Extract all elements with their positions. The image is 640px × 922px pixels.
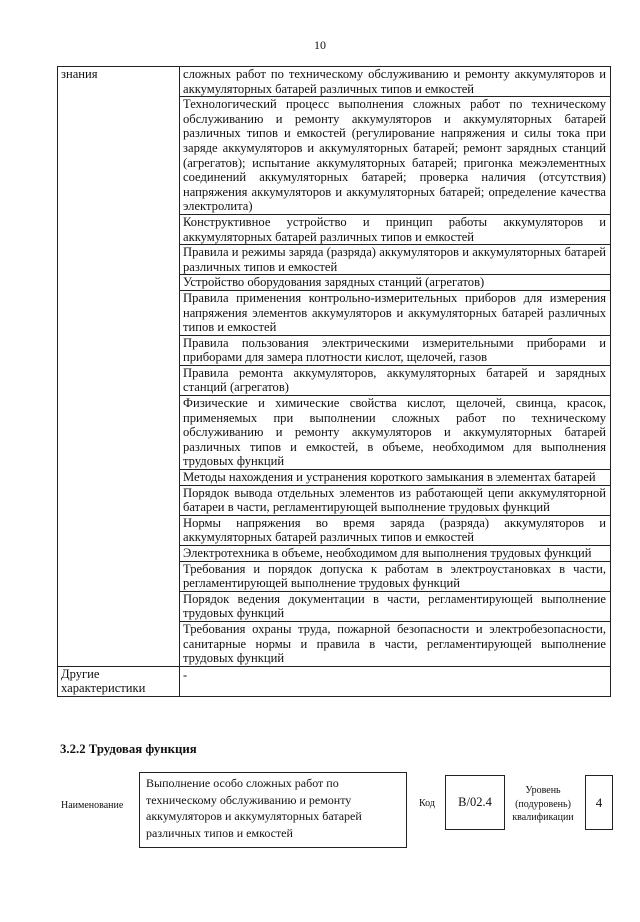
knowledge-item: Нормы напряжения во время заряда (разряда) аккумуляторов и аккумуляторных батарей различных типов и емкостей [180,515,611,545]
knowledge-item: сложных работ по техническому обслуживанию и ремонту аккумуляторов и аккумуляторных батарей различных типов и емкостей [180,67,611,97]
knowledge-table-body [58,67,611,697]
other-characteristics-label: Другие характеристики [58,666,180,696]
page-number: 10 [314,38,326,52]
knowledge-label: знания [58,67,180,667]
knowledge-table [57,66,611,697]
qualification-level-label: Уровень (подуровень) квалификации [512,785,574,823]
knowledge-item: Правила и режимы заряда (разряда) аккумуляторов и аккумуляторных батарей различных типов и емкостей [180,245,611,275]
knowledge-item: Требования охраны труда, пожарной безопасности и электробезопасности, санитарные нормы и правила в части, регламентирующей выполнение трудовых функций [180,621,611,666]
other-characteristics-value: - [180,666,611,696]
function-name-value: Выполнение особо сложных работ по техническому обслуживанию и ремонту аккумуляторов и аккумуляторных батарей различных типов и емкостей [139,772,407,848]
knowledge-item: Правила применения контрольно-измерительных приборов для измерения напряжения элементов аккумуляторов и аккумуляторных батарей различных типов и емкостей [180,290,611,335]
knowledge-item: Правила пользования электрическими измерительными приборами и приборами для замера плотности кислот, щелочей, газов [180,335,611,365]
knowledge-item: Порядок вывода отдельных элементов из работающей цепи аккумуляторной батареи в части, регламентирующей выполнение трудовых функций [180,485,611,515]
knowledge-item: Порядок ведения документации в части, регламентирующей выполнение трудовых функций [180,591,611,621]
knowledge-item: Правила ремонта аккумуляторов, аккумуляторных батарей и зарядных станций (агрегатов) [180,365,611,395]
table-row [58,67,611,97]
qualification-level-value: 4 [585,775,613,830]
section-title: 3.2.2 Трудовая функция [60,742,197,756]
knowledge-item: Электротехника в объеме, необходимом для выполнения трудовых функций [180,546,611,562]
function-name-label: Наименование [61,800,124,811]
knowledge-item: Физические и химические свойства кислот, щелочей, свинца, красок, применяемых при выполнении сложных работ по техническому обслуживанию и ремонту аккумуляторов и аккумуляторных батарей различных типов и емкостей, в объеме, необходимом для выполнения трудовых функций [180,396,611,470]
knowledge-item: Устройство оборудования зарядных станций (агрегатов) [180,275,611,291]
table-row [58,666,611,696]
function-code-label: Код [419,798,435,809]
knowledge-item: Методы нахождения и устранения короткого замыкания в элементах батарей [180,470,611,486]
knowledge-item: Требования и порядок допуска к работам в электроустановках в части, регламентирующей выполнение трудовых функций [180,561,611,591]
knowledge-item: Конструктивное устройство и принцип работы аккумуляторов и аккумуляторных батарей различных типов и емкостей [180,214,611,244]
function-code-value: B/02.4 [445,775,505,830]
knowledge-item: Технологический процесс выполнения сложных работ по техническому обслуживанию и ремонту аккумуляторов и аккумуляторных батарей различных типов и емкостей (регулирование напряжения и силы тока при заряде аккумуляторов и аккумуляторных батарей; ремонт зарядных станций (агрегатов); испытание аккумуляторных батарей; пригонка межэлементных соединений аккумуляторных батарей; проверка наличия (отсутствия) напряжения аккумуляторов и аккумуляторных батарей; определение качества электролита) [180,97,611,215]
